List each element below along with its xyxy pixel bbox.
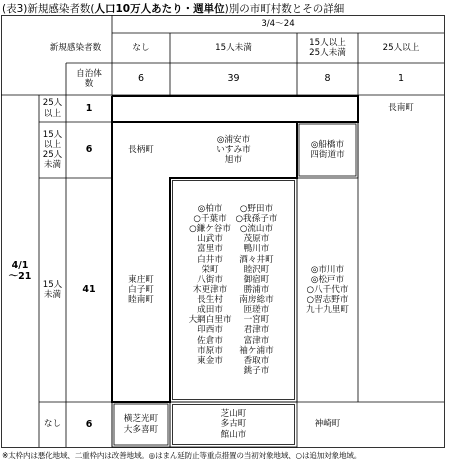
period-previous: 4/1 ～21 [8,259,32,282]
municipality-name: 八街市 [197,274,223,285]
period-current: 3/4～24 [261,18,295,29]
municipality-name: 鴨川市 [243,244,270,255]
municipalities-header: 自治体 数 [76,68,102,89]
municipality-list-left [189,204,232,366]
municipality-name: 山武市 [197,234,223,245]
municipality-cell [172,180,294,400]
municipality-name: 富津市 [243,335,270,346]
municipality-name: 銚子市 [243,366,270,377]
municipality-name: ○野田市 [239,203,274,214]
municipality-name: 君津市 [243,325,270,336]
municipality-cell: 長南町 [388,103,414,114]
municipality-cell: ◎浦安市 いすみ市 旭市 [216,134,251,166]
column-total: 8 [324,73,331,85]
municipality-cell: 東庄町 白子町 睦南町 [128,274,154,306]
municipality-name: 酒々井町 [239,254,274,265]
footnote: ※太枠内は悪化地域、二重枠内は改善地域。◎はまん延防止等重点措置の当初対象地域、○は追加対象地域。 [2,451,362,460]
municipality-name: 東金市 [197,355,223,366]
municipality-cell: ◎船橋市 四街道市 [310,139,345,160]
municipality-cell: ◎市川市 ◎松戸市 ○八千代市 ○習志野市 九十九里町 [306,264,349,316]
column-total: 6 [137,73,145,85]
municipality-name: 南房総市 [239,295,274,306]
row-label: 15人 以上 25人 未満 [42,129,63,171]
row-count: 6 [85,144,93,156]
municipality-name: 佐倉市 [197,335,223,346]
municipality-name: 市原市 [197,345,223,356]
row-count: 1 [85,102,93,114]
row-count: 41 [82,284,96,296]
municipality-name: ○千葉市 [193,213,227,224]
municipality-name: ○鎌ケ谷市 [189,224,231,235]
municipality-name: 香取市 [243,355,270,366]
municipality-name: 茂原市 [243,234,270,245]
municipality-name: ◎柏市 [197,203,223,214]
municipality-name: 木更津市 [192,284,228,295]
municipality-name: 勝浦市 [243,284,270,295]
column-15to25: 15人以上 25人未満 [309,37,346,58]
municipality-name: 白井市 [197,254,223,265]
row-label: なし [43,419,62,430]
column-under15: 15人未満 [215,42,252,53]
municipality-name: 匝瑳市 [243,305,270,316]
municipality-name: 成田市 [197,305,223,316]
new-cases-header: 新規感染者数 [49,42,102,53]
municipality-name: 栄町 [201,264,219,275]
row-label: 15人 未満 [42,279,63,300]
municipality-name: ○流山市 [239,224,274,235]
column-total: 1 [397,73,405,85]
municipality-name: 睦沢町 [243,264,270,275]
row-count: 6 [85,418,93,430]
column-25plus: 25人以上 [382,42,420,53]
municipality-name: ○我孫子市 [235,213,278,224]
municipality-name: 大網白里市 [188,315,232,326]
row-label: 25人 以上 [42,98,63,119]
municipality-name: 袖ケ浦市 [239,345,274,356]
municipality-list-right [236,204,278,376]
table-title: (表3)新規感染者数(人口10万人あたり・週単位)別の市町村数とその詳細 [2,3,345,15]
municipality-name: 印西市 [197,325,223,336]
municipality-name: 御宿町 [243,274,270,285]
municipality-cell: 横芝光町 大多喜町 [123,414,159,435]
municipality-name: 一宮町 [243,315,270,326]
municipality-name: 富里市 [197,244,223,255]
municipality-cell: 長柄町 [128,144,154,155]
column-total: 39 [227,73,240,85]
column-none: なし [132,42,150,53]
municipality-cell: 芝山町 多古町 館山市 [220,409,247,440]
municipality-cell: 神崎町 [314,419,341,430]
municipality-name: 長生村 [197,295,223,306]
